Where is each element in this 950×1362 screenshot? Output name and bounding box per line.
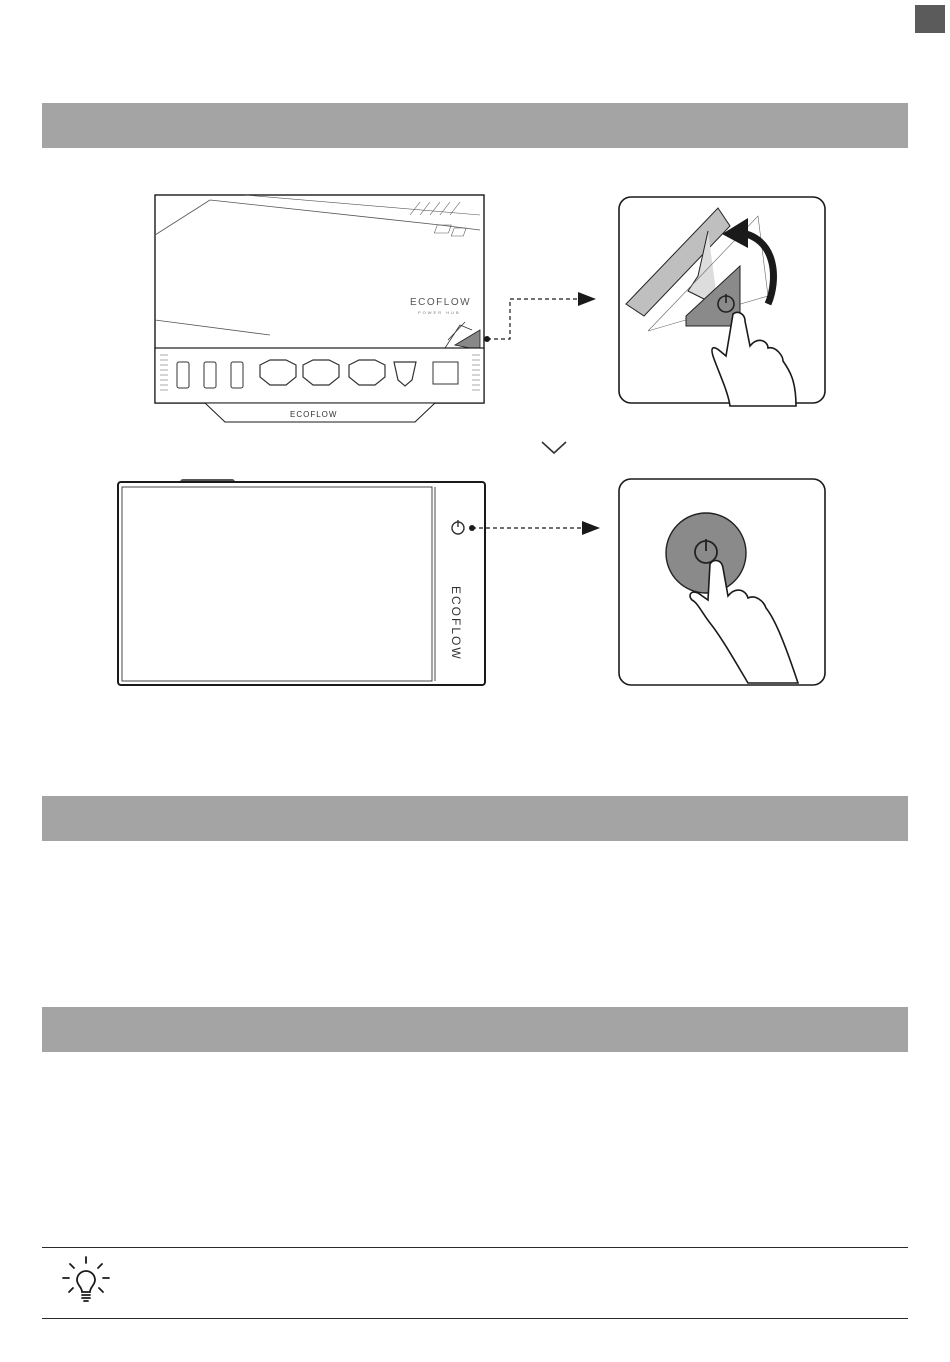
power-hub-illustration xyxy=(150,190,490,425)
hub-front-logo: ECOFLOW xyxy=(290,410,338,419)
section-band-2 xyxy=(42,796,908,841)
tip-bottom-rule xyxy=(42,1318,908,1319)
smart-panel-illustration xyxy=(112,474,602,689)
chevron-down-icon xyxy=(540,440,568,456)
hub-logo: ECOFLOW xyxy=(410,297,472,308)
section-band-1 xyxy=(42,103,908,148)
section-band-3 xyxy=(42,1007,908,1052)
power-button xyxy=(666,513,746,593)
button-detail-box xyxy=(618,478,828,688)
language-tab xyxy=(915,5,945,33)
panel-logo: ECOFLOW xyxy=(449,586,463,661)
tip-top-rule xyxy=(42,1247,908,1248)
pointer-arrow xyxy=(582,521,600,535)
hub-sublogo: POWER HUB xyxy=(418,310,461,315)
pointer-arrow xyxy=(578,292,596,306)
lightbulb-icon xyxy=(58,1254,114,1310)
switch-detail-box xyxy=(618,196,828,406)
